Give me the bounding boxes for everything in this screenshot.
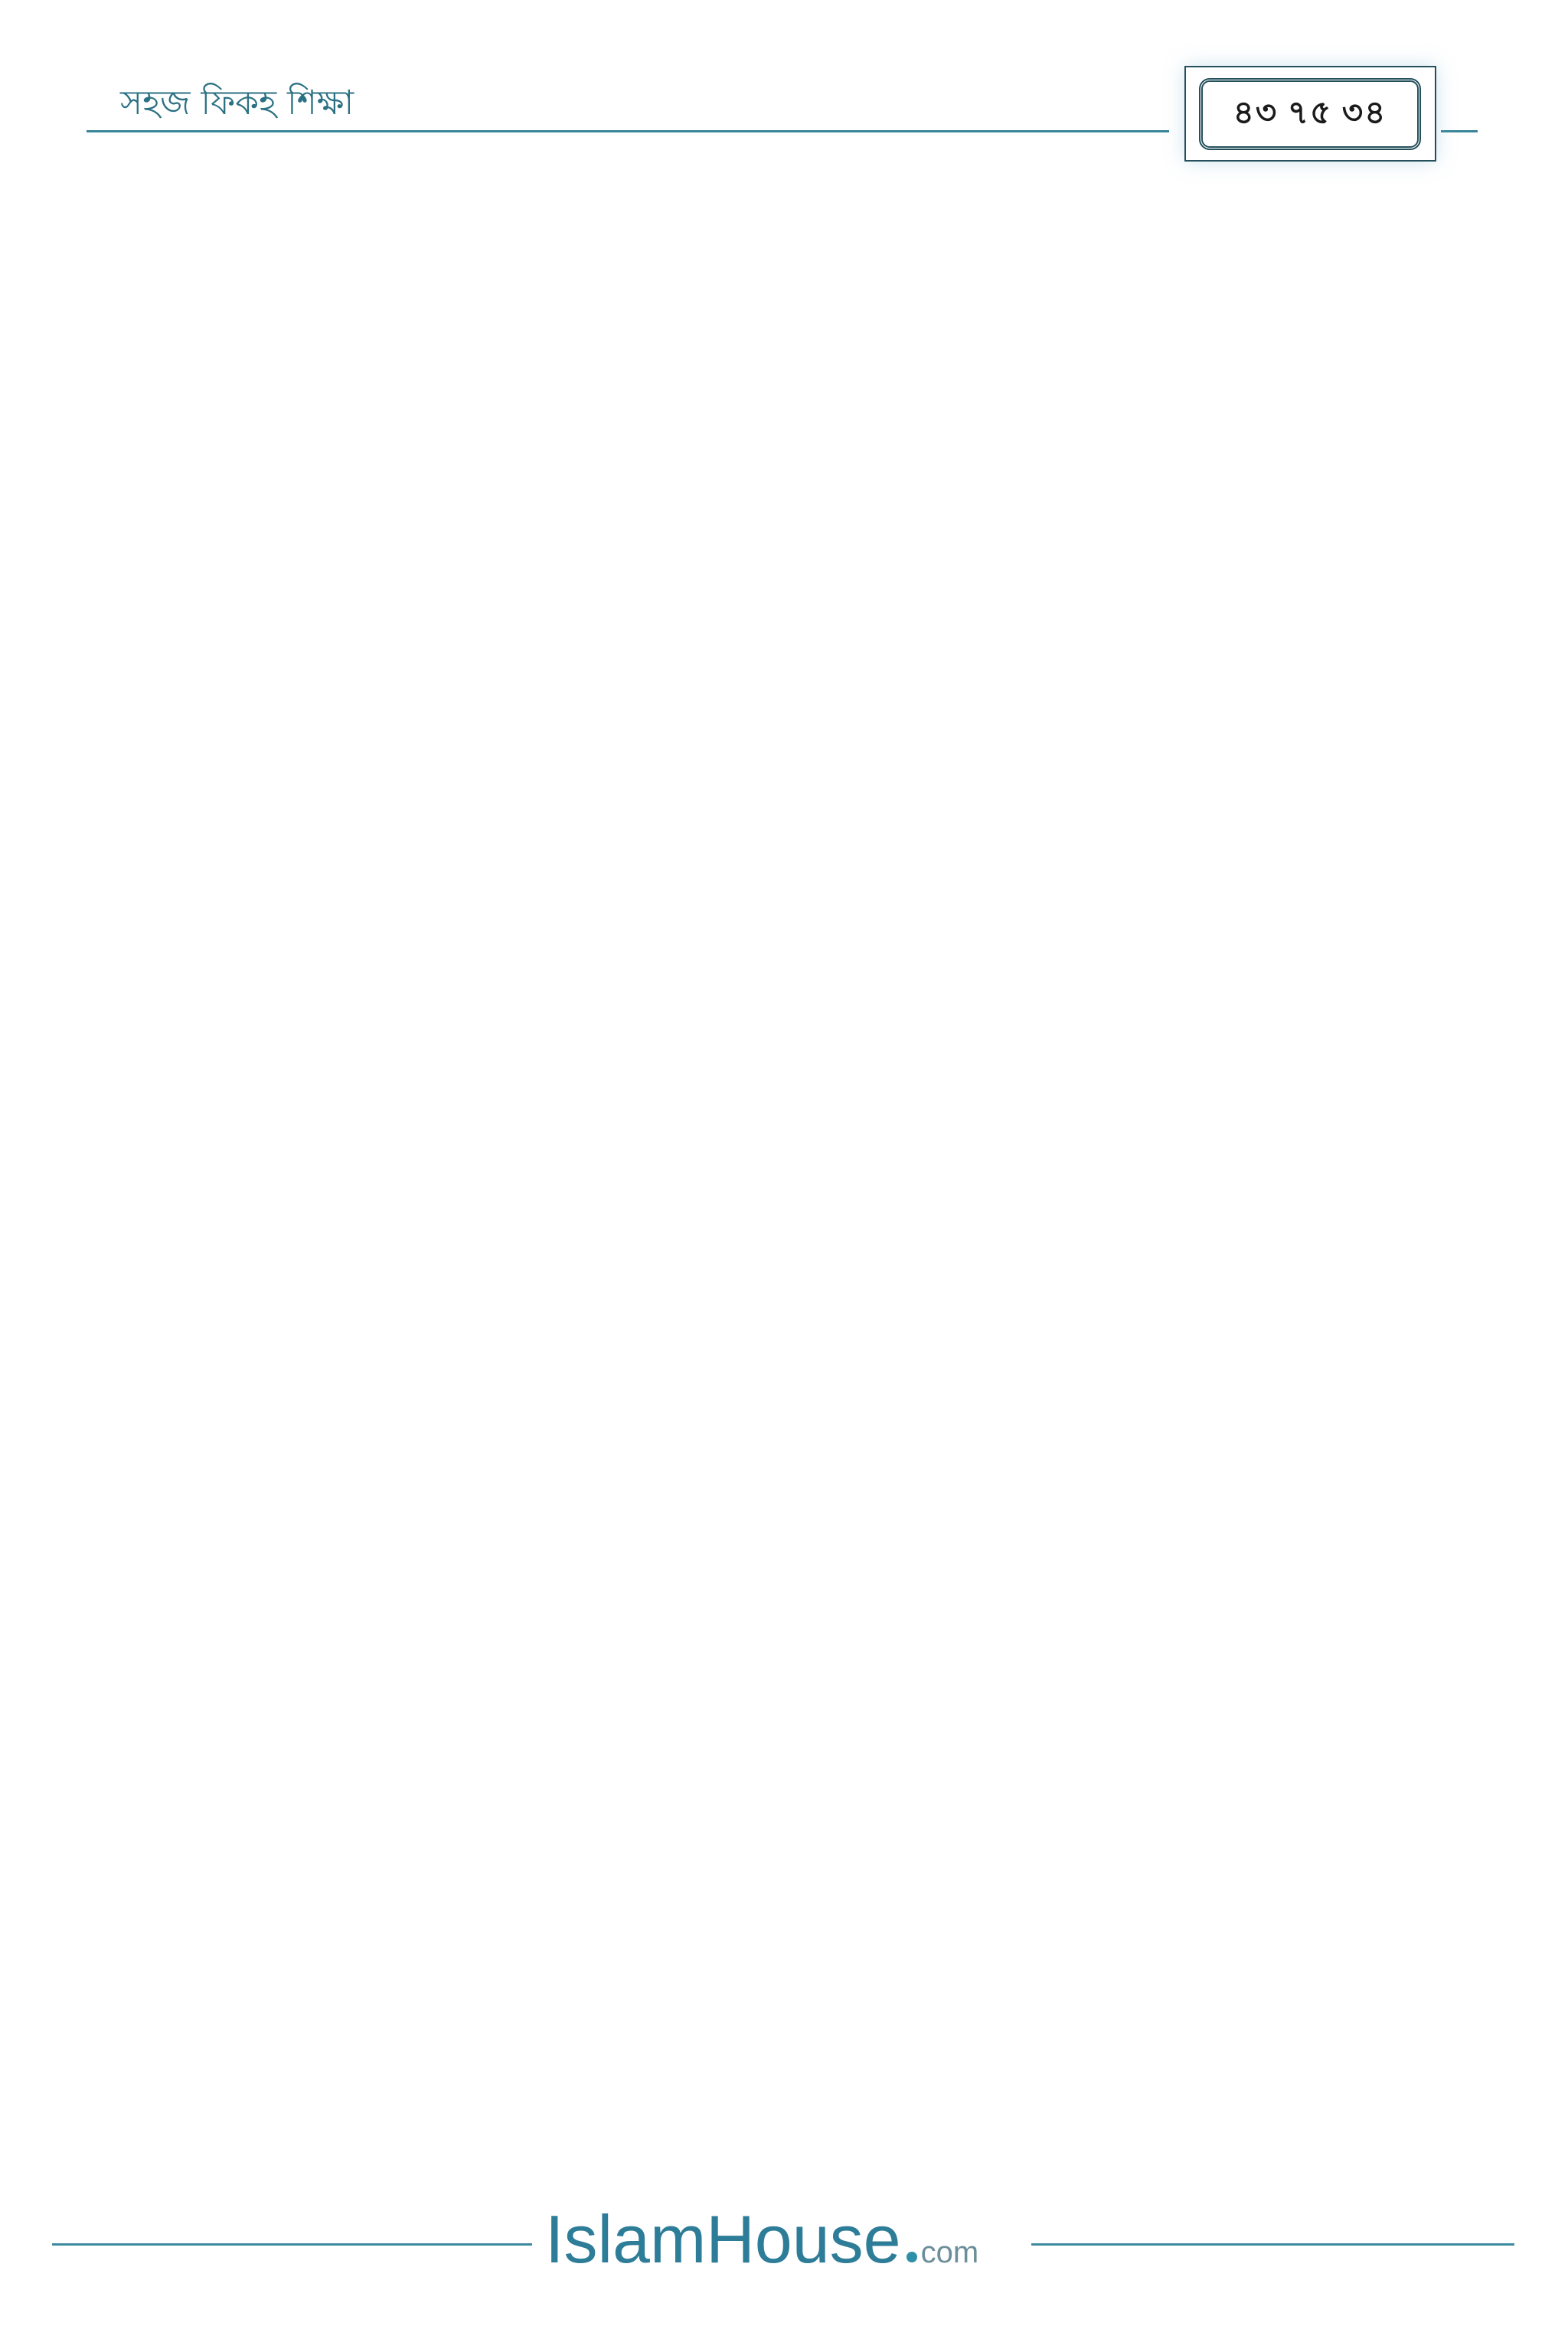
footer-logo <box>545 2201 1024 2282</box>
section-heading <box>169 1801 1397 1880</box>
paragraph-line <box>169 1406 1397 1485</box>
paragraph-line <box>169 381 1397 460</box>
paragraph-line <box>169 1091 1397 1170</box>
verse-translation <box>169 1643 1397 1801</box>
list-item-line <box>169 618 1397 697</box>
logo-domain-suffix: com <box>920 2236 979 2269</box>
section-heading <box>169 1170 1397 1249</box>
translation-line <box>169 1722 1397 1801</box>
page-body <box>169 302 1397 2037</box>
numbered-list <box>169 539 1397 933</box>
logo-dot-icon <box>906 2252 917 2262</box>
paragraph-line <box>169 1880 1397 1958</box>
list-item-line <box>169 776 1397 854</box>
status-paragraph <box>169 1880 1397 2037</box>
logo-wordmark: IslamHouse <box>545 2201 901 2277</box>
list-item <box>169 618 1397 776</box>
page-number: ৪৩ ৭৫ ৩৪ <box>1233 95 1387 131</box>
translation-line <box>169 1643 1397 1722</box>
section-definition <box>169 1170 1397 1801</box>
section-heading <box>169 302 1397 381</box>
paragraph-line <box>169 1485 1397 1564</box>
section-wisdom <box>169 302 1397 1170</box>
paragraph-line <box>169 1012 1397 1091</box>
header-rule <box>87 130 1169 132</box>
page-number-frame <box>1199 78 1421 150</box>
footer-rule-left <box>52 2243 532 2246</box>
header-rule-tail <box>1441 130 1478 132</box>
page-number-box <box>1184 66 1436 162</box>
paragraph-line <box>169 933 1397 1012</box>
conclusion-paragraph <box>169 933 1397 1170</box>
intro-paragraph <box>169 381 1397 539</box>
list-item-line <box>169 539 1397 618</box>
paragraph-line <box>169 1328 1397 1406</box>
chapter-title <box>169 222 1397 294</box>
list-item-line <box>169 854 1397 933</box>
footer-rule-right <box>1031 2243 1514 2246</box>
running-header-title: সহজ ফিকহ শিক্ষা <box>120 83 354 122</box>
paragraph-line <box>169 460 1397 539</box>
quran-verse-arabic <box>169 1564 1397 1643</box>
list-item <box>169 539 1397 618</box>
paragraph-line <box>169 1958 1397 2037</box>
lead-in-paragraph <box>169 1406 1397 1564</box>
section-status <box>169 1801 1397 2037</box>
list-item-line <box>169 697 1397 776</box>
paragraph-line <box>169 1249 1397 1328</box>
definition-paragraph <box>169 1249 1397 1406</box>
list-item <box>169 776 1397 933</box>
